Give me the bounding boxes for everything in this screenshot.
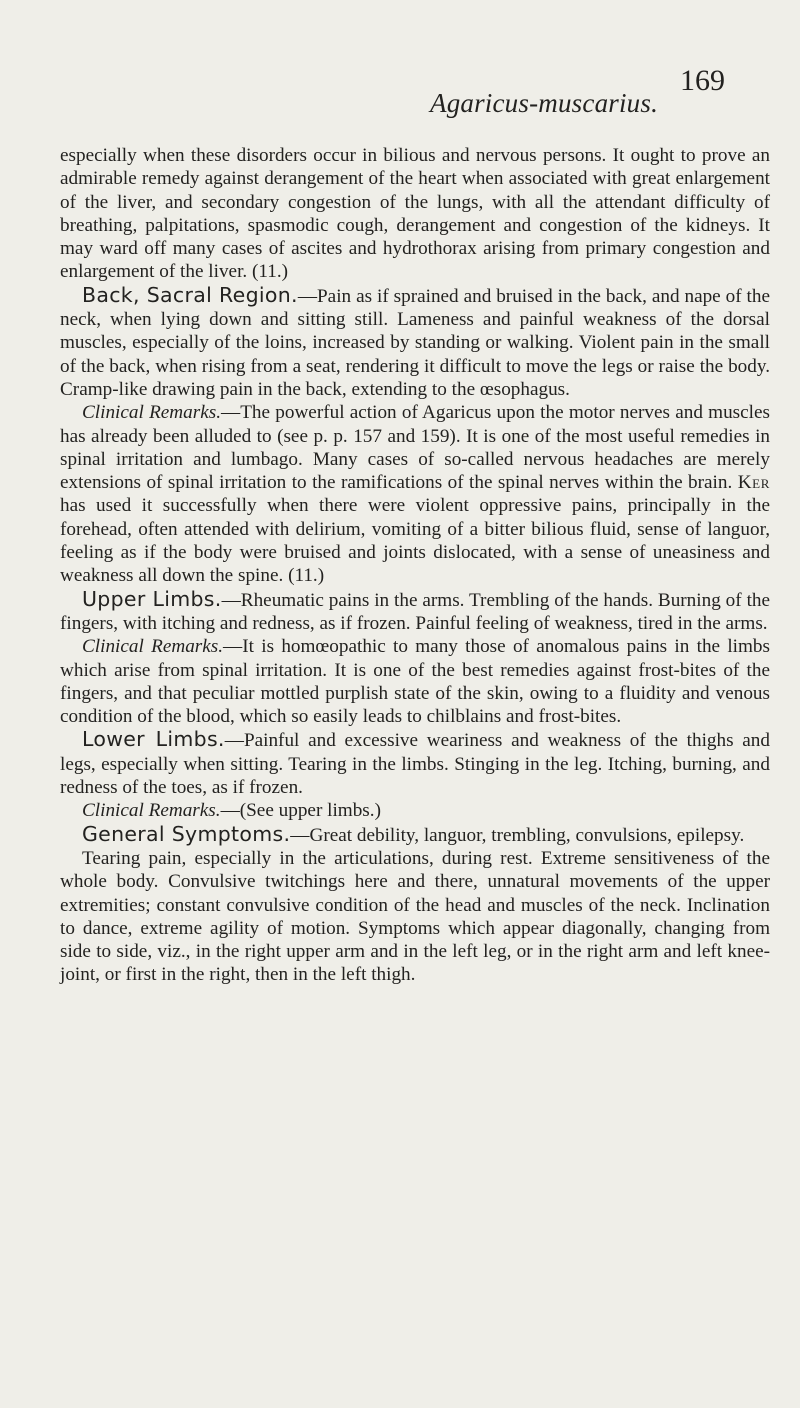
section-heading: Lower Limbs. <box>82 727 225 752</box>
clinical-remarks-lower-limbs <box>60 799 770 822</box>
section-upper-limbs <box>60 588 770 636</box>
section-general-symptoms <box>60 823 770 847</box>
section-text: —Painful and excessive weariness and weakness of the thighs and legs, especially when sitting. Tearing in the limbs. Stinging in the leg. Itching, burning, and redness of the toes, as if frozen. <box>60 730 770 799</box>
clinical-remarks-label: Clinical Remarks. <box>82 800 221 822</box>
page-number: 169 <box>680 64 725 97</box>
section-text: —Great debility, languor, trembling, convulsions, epilepsy. <box>290 824 745 846</box>
clinical-remarks-text: —The powerful action of Agaricus upon the motor nerves and muscles has already been alluded to (see p. p. 157 and 159). It is one of the most useful remedies in spinal irritation and lumbago. Many cases of so-called nervous headaches are merely extensions of spinal irritation to the ramifications of the spinal nerves within the brain. <box>60 402 770 494</box>
clinical-remarks-upper-limbs <box>60 635 770 728</box>
clinical-remarks-text: —It is homœopathic to many those of anomalous pains in the limbs which arise from spinal irritation. It is one of the best remedies against frost-bites of the fingers, and that peculiar mottled purplish state of the skin, owing to a fluidity and venous condition of the blood, which so easily leads to chilblains and frost-bites. <box>60 636 770 728</box>
section-text: Tearing pain, especially in the articulations, during rest. Extreme sensitiveness of the whole body. Convulsive twitchings here and there, unnatural movements of the upper extremities; constant convulsive condition of the head and muscles of the neck. Inclination to dance, extreme agility of motion. Symptoms which appear diagonally, changing from side to side, viz., in the right upper arm and in the left leg, or in the right arm and left knee-joint, or first in the right, then in the left thigh. <box>60 847 770 986</box>
paragraph-continuation: especially when these disorders occur in bilious and nervous persons. It ought to prove an admirable remedy against derangement of the heart when associated with great enlargement of the liver, and secondary congestion of the lungs, with all the attendant difficulty of breathing, palpitations, spasmodic cough, derangement and congestion of the kidneys. It may ward off many cases of ascites and hydrothorax arising from primary congestion and enlargement of the liver. (11.) <box>60 145 770 283</box>
clinical-remarks-text: —(See upper limbs.) <box>220 800 381 822</box>
section-text: —Pain as if sprained and bruised in the back, and nape of the neck, when lying down and sitting still. Lameness and painful weakness of the dorsal muscles, especially of the loins, increased by standing or walking. Violent pain in the small of the back, when rising from a seat, rendering it difficult to move the legs or raise the body. Cramp-like drawing pain in the back, extending to the œsophagus. <box>60 285 770 400</box>
section-heading: Upper Limbs. <box>82 586 222 611</box>
page-body <box>60 144 770 987</box>
section-text: —Rheumatic pains in the arms. Trembling of the hands. Burning of the fingers, with itching and redness, as if frozen. Painful feeling of weakness, tired in the arms. <box>60 589 771 634</box>
section-back-sacral-region <box>60 284 770 401</box>
author-name: Ker <box>737 472 770 494</box>
section-heading: Back, Sacral Region. <box>82 282 298 307</box>
clinical-remarks-label: Clinical Remarks. <box>82 636 224 658</box>
section-lower-limbs <box>60 728 770 799</box>
clinical-remarks-label: Clinical Remarks. <box>82 402 221 424</box>
section-heading: General Symptoms. <box>82 821 291 846</box>
clinical-remarks-text-continued: has used it successfully when there were violent oppressive pains, principally in the forehead, often attended with delirium, vomiting of a bitter bilious fluid, sense of languor, feeling as if the body were bruised and joints dislocated, with a sense of uneasiness and weakness all down the spine. (11.) <box>60 495 770 587</box>
general-symptoms-continued <box>60 847 770 987</box>
running-title: Agaricus-muscarius. <box>430 88 659 118</box>
clinical-remarks-back <box>60 401 770 587</box>
